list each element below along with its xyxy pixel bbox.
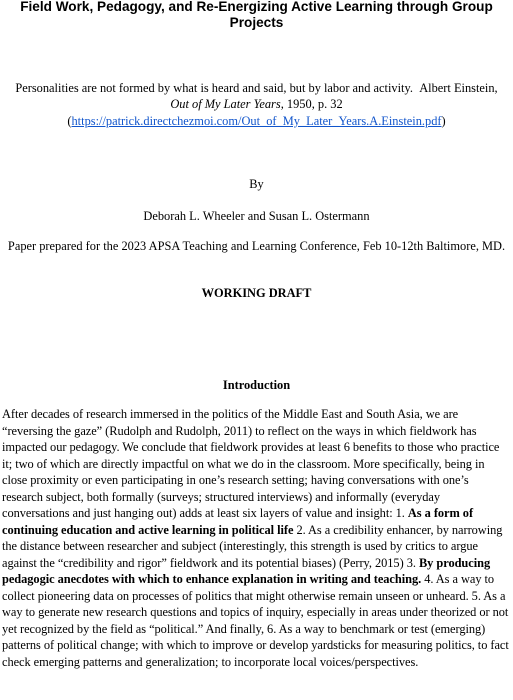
introduction-paragraph	[2, 406, 510, 670]
epigraph-link[interactable]: https://patrick.directchezmoi.com/Out_of_My_Later_Years.A.Einstein.pdf	[71, 113, 442, 128]
epigraph-year-page: 1950, p. 32	[286, 97, 343, 112]
draft-status: WORKING DRAFT	[201, 286, 312, 300]
paper-title: Field Work, Pedagogy, and Re-Energizing Active Learning through Group Projects	[20, 0, 493, 31]
conference-note: Paper prepared for the 2023 APSA Teaching and Learning Conference, Feb 10-12th Baltimore, MD.	[7, 239, 506, 253]
authors: Deborah L. Wheeler and Susan L. Ostermann	[143, 209, 370, 223]
intro-text-part-1: After decades of research immersed in the politics of the Middle East and South Asia, we are “reversing the gaze” (Rudolph and Rudolph, 2011) to reflect on the ways in which fieldwork has impacted our pedagogy. We conclude that fieldwork provides at least 6 benefits to those who practice it; two of which are directly impactful on what we do in the classroom. More specifically, being in close proximity or even participating in one’s research setting; having conversations with one’s research subject, both formally (surveys; structured interviews) and informally (everyday conversations and just hanging out) adds at least six layers of value and insight: 1.	[2, 407, 500, 520]
by-label: By	[249, 177, 264, 191]
intro-text-part-2: 2. As a credibility enhancer, by narrowing the distance between researcher and subject (interestingly, this strength is used by critics to argue against the “credibility and rigor” fieldwork and its potential biases) (Perry, 2015) 3.	[2, 522, 503, 570]
epigraph: Personalities are not formed by what is heard and said, but by labor and activity. Albert Einstein, Out of My Later Years, 1950, p. 32 (https://patrick.directchezmoi.com/Out_of_My_Later_Years.A.Einstein.pdf)	[15, 81, 498, 128]
intro-text-part-3: 4. As a way to collect pioneering data on processes of politics that might otherwise remain unseen or unheard. 5. As a way to generate new research questions and topics of inquiry, especially in areas under theorized or not yet recognized by the field as “political.” And finally, 6. As a way to benchmark or test (emerging) patterns of political change; with which to improve or develop yardsticks for measuring politics, to fact check emerging patterns and generalization; to incorporate local voices/perspectives.	[2, 572, 509, 669]
intro-emphasis-2: By producing pedagogic anecdotes with which to enhance explanation in writing and teaching.	[2, 555, 491, 586]
intro-emphasis-1: As a form of continuing education and active learning in political life	[2, 506, 474, 537]
epigraph-author: Albert Einstein,	[419, 81, 498, 95]
epigraph-book: Out of My Later Years,	[170, 97, 284, 112]
epigraph-quote: Personalities are not formed by what is heard and said, but by labor and activity.	[15, 81, 413, 95]
section-heading-introduction: Introduction	[222, 378, 291, 392]
